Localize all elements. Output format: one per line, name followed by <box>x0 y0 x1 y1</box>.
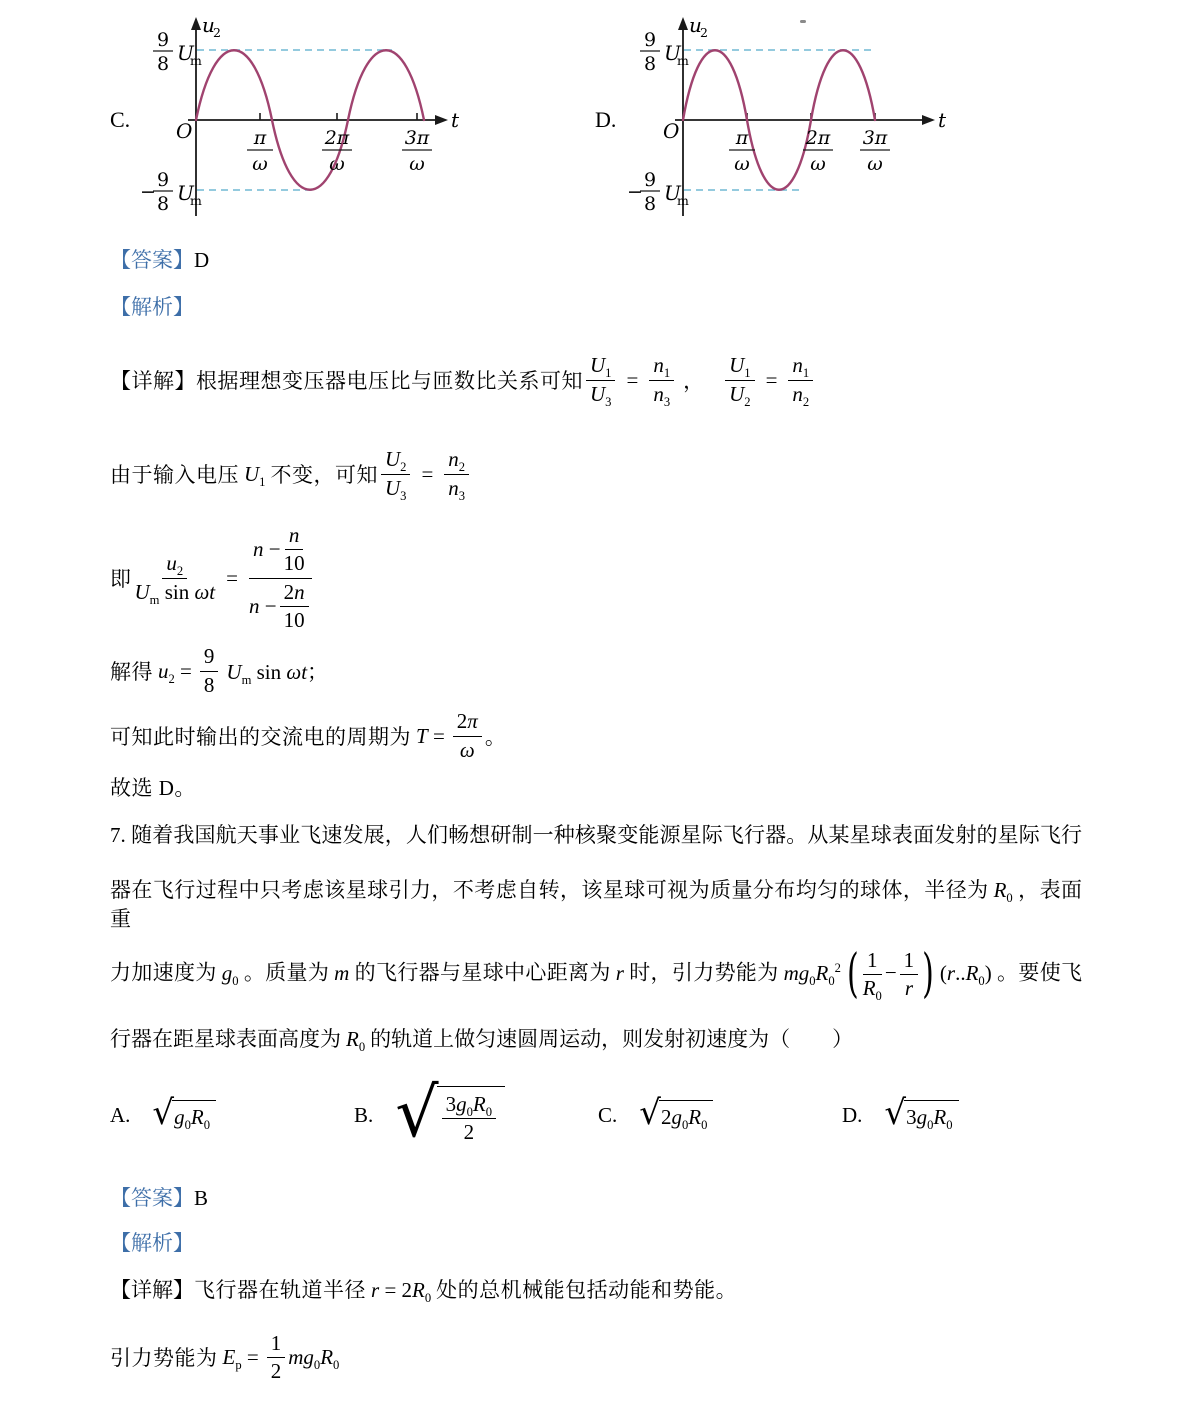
question-7-line-3: 力加速度为 $g_0$ 。质量为 m 的飞行器与星球中心距离为 r 时，引力势能为 $mg_0R_0^2$ ( $\frac{1}{R_0}$ − $\frac{1}{r}$ ) $(r..R_0)$ 。要使飞 <box>110 943 1083 1005</box>
svg-text:3π: 3π <box>404 127 430 149</box>
sine-graph-d <box>587 10 955 236</box>
var-R0: $R_0$ <box>346 1027 366 1055</box>
minus: − <box>884 960 897 985</box>
svg-text:8: 8 <box>643 53 657 75</box>
fraction-U2-U3: $\frac{U_2}{U_3}$ <box>381 447 410 500</box>
detail-line-5: 可知此时输出的交流电的周期为 T = $\frac{2\pi}{\omega}$ 。 <box>110 709 506 762</box>
comma: ， <box>683 369 705 393</box>
svg-text:π: π <box>735 127 749 149</box>
radical-c: √ $2g_0R_0$ <box>639 1100 713 1130</box>
svg-text:9: 9 <box>156 29 170 51</box>
x-axis-arrow <box>435 115 448 125</box>
stray-mark <box>800 20 806 23</box>
fraction-n2-n3: $\frac{n_2}{n_3}$ <box>444 447 469 500</box>
option-d-label: D. <box>595 107 617 132</box>
svg-text:ω: ω <box>734 153 750 175</box>
detail-label: 【详解】 <box>110 1278 194 1303</box>
svg-text:9: 9 <box>156 169 170 191</box>
svg-text:U: U <box>177 181 194 205</box>
radical-a: √ $g_0R_0$ <box>152 1100 216 1130</box>
option-graphs-row <box>0 6 1190 238</box>
svg-text:2π: 2π <box>324 127 350 149</box>
fraction-1-R0: $\frac{1}{R_0}$ <box>862 948 882 1004</box>
fraction-1-r: $\frac{1}{r}$ <box>900 948 919 1001</box>
detail-label: 【详解】 <box>110 369 196 393</box>
svg-text:ω: ω <box>329 153 345 175</box>
svg-text:ω: ω <box>252 153 268 175</box>
svg-text:8: 8 <box>643 193 657 215</box>
radical-sign: √ <box>152 1093 175 1134</box>
detail-intro: 根据理想变压器电压比与匝数比关系可知 <box>196 369 583 393</box>
answer-line-q6 <box>110 246 1082 275</box>
svg-text:−: − <box>140 181 156 203</box>
svg-text:m: m <box>190 193 202 208</box>
equals: = <box>626 367 639 392</box>
option-a: A. √ $g_0R_0$ <box>110 1100 354 1130</box>
r-condition: $(r..R_0)$ <box>939 960 992 988</box>
fraction-n-10: $\frac{n}{10}$ <box>283 523 305 576</box>
y-axis-arrow <box>191 17 201 30</box>
analysis-line-q7 <box>110 1229 1082 1258</box>
left-paren: ( <box>846 943 859 1005</box>
fraction-3g0R0-2: $\frac{3g_0R_0}{2}$ <box>442 1092 496 1145</box>
conclusion-line-q6: 故选 D。 <box>110 776 196 800</box>
radical-sign: √ <box>884 1093 907 1134</box>
var-R0: $R_0$ <box>993 878 1013 906</box>
y-axis-label: u <box>689 13 702 37</box>
potential-energy-expression: $mg_0R_0^2$ <box>783 960 841 988</box>
fraction-1-2: $\frac{1}{2}$ <box>267 1331 286 1384</box>
detail-line-q7: 【详解】飞行器在轨道半径 $r = 2R_0$ 处的总机械能包括动能和势能。 <box>110 1278 738 1306</box>
svg-text:−: − <box>627 181 643 203</box>
fraction-2n-10: $\frac{2n}{10}$ <box>280 580 309 633</box>
svg-text:3π: 3π <box>862 127 888 149</box>
option-c: C. √ $2g_0R_0$ <box>598 1100 842 1130</box>
var-g0: $g_0$ <box>221 960 239 988</box>
sine-graph-c <box>100 10 468 236</box>
detail-line-1 <box>110 338 1082 422</box>
option-c-label: C. <box>110 107 131 132</box>
radical-d: √ $3g_0R_0$ <box>884 1100 958 1130</box>
answer-line-q7 <box>110 1184 1082 1213</box>
options-row <box>110 1073 1082 1153</box>
var-m: m <box>334 960 350 985</box>
potential-energy-line: 引力势能为 $E_p$ = $\frac{1}{2}$ $mg_0R_0$ <box>110 1330 340 1383</box>
detail-line-3: 即 $\frac{u_2}{U_m \sin \omega t}$ = n − $\frac{n}{10}$ n − $\frac{2n}{10}$ <box>110 520 1082 636</box>
question-7-line-1: 7. 随着我国航天事业飞速发展，人们畅想研制一种核聚变能源星际飞行器。从某星球表面发射的星际飞行 <box>110 823 1082 847</box>
svg-text:9: 9 <box>643 169 657 191</box>
var-U1: $U_1$ <box>244 461 266 489</box>
svg-text:m: m <box>677 53 689 68</box>
svg-text:ω: ω <box>409 153 425 175</box>
analysis-label: 【解析】 <box>110 1231 194 1256</box>
analysis-line-q6 <box>110 293 1082 322</box>
y-axis-arrow <box>678 17 688 30</box>
big-fraction: n − $\frac{n}{10}$ n − $\frac{2n}{10}$ <box>249 523 312 633</box>
radical-sign: √ <box>639 1093 661 1134</box>
radical-b <box>395 1073 505 1153</box>
svg-text:8: 8 <box>156 193 170 215</box>
svg-text:ω: ω <box>867 153 883 175</box>
radical-sign: √ <box>395 1073 439 1153</box>
question-7-line-4: 行器在距星球表面高度为 $R_0$ 的轨道上做匀速圆周运动，则发射初速度为（ ） <box>110 1027 854 1055</box>
answer-value: B <box>194 1186 209 1211</box>
svg-text:8: 8 <box>156 53 170 75</box>
svg-text:U: U <box>177 41 194 65</box>
svg-text:2: 2 <box>700 25 708 40</box>
question-7-line-2: 器在飞行过程中只考虑该星球引力，不考虑自转，该星球可视为质量分布均匀的球体，半径为 $R_0$ ，表面重 <box>110 878 1083 931</box>
analysis-label: 【解析】 <box>110 295 194 319</box>
fraction-U1-U2: $\frac{U_1}{U_2}$ <box>725 353 754 406</box>
svg-text:2: 2 <box>213 25 221 40</box>
x-axis-arrow <box>922 115 935 125</box>
svg-text:π: π <box>253 127 267 149</box>
svg-text:m: m <box>677 193 689 208</box>
answer-value: D <box>194 248 210 272</box>
t-axis-label: t <box>938 108 947 132</box>
svg-text:ω: ω <box>810 153 826 175</box>
r-equation: $r = 2R_0$ <box>371 1278 432 1306</box>
equals: = <box>421 461 434 486</box>
fraction-2pi-omega: $\frac{2\pi}{\omega}$ <box>453 709 482 762</box>
y-axis-label: u <box>202 13 215 37</box>
fraction-U1-U3: $\frac{U_1}{U_3}$ <box>586 353 615 406</box>
svg-text:2π: 2π <box>805 127 831 149</box>
answer-label: 【答案】 <box>110 248 194 272</box>
equals: = <box>226 565 238 590</box>
equals: = <box>765 367 778 392</box>
origin-label: O <box>663 119 680 143</box>
fraction-n1-n2: $\frac{n_1}{n_2}$ <box>788 353 813 406</box>
fraction-u2-Umsin: $\frac{u_2}{U_m \sin \omega t}$ <box>134 551 216 607</box>
svg-text:m: m <box>190 53 202 68</box>
right-paren: ) <box>922 943 934 1005</box>
detail-line-4: 解得 $u_2$ = $\frac{9}{8}$ $U_m$ sin ωt； <box>110 644 329 697</box>
svg-text:U: U <box>664 181 681 205</box>
answer-label: 【答案】 <box>110 1186 194 1211</box>
t-axis-label: t <box>451 108 460 132</box>
var-r: r <box>615 960 624 985</box>
option-d: D. √ $3g_0R_0$ <box>842 1100 959 1130</box>
option-b: B. √ $\frac{3g_0R_0}{2}$ <box>354 1086 598 1145</box>
svg-text:U: U <box>664 41 681 65</box>
fraction-9-8: $\frac{9}{8}$ <box>200 644 219 697</box>
svg-text:9: 9 <box>643 29 657 51</box>
origin-label: O <box>176 119 193 143</box>
fraction-n1-n3: $\frac{n_1}{n_3}$ <box>649 353 674 406</box>
detail-line-2: 由于输入电压 $U_1$ 不变，可知 $\frac{U_2}{U_3}$ = $\frac{n_2}{n_3}$ <box>110 436 1082 512</box>
